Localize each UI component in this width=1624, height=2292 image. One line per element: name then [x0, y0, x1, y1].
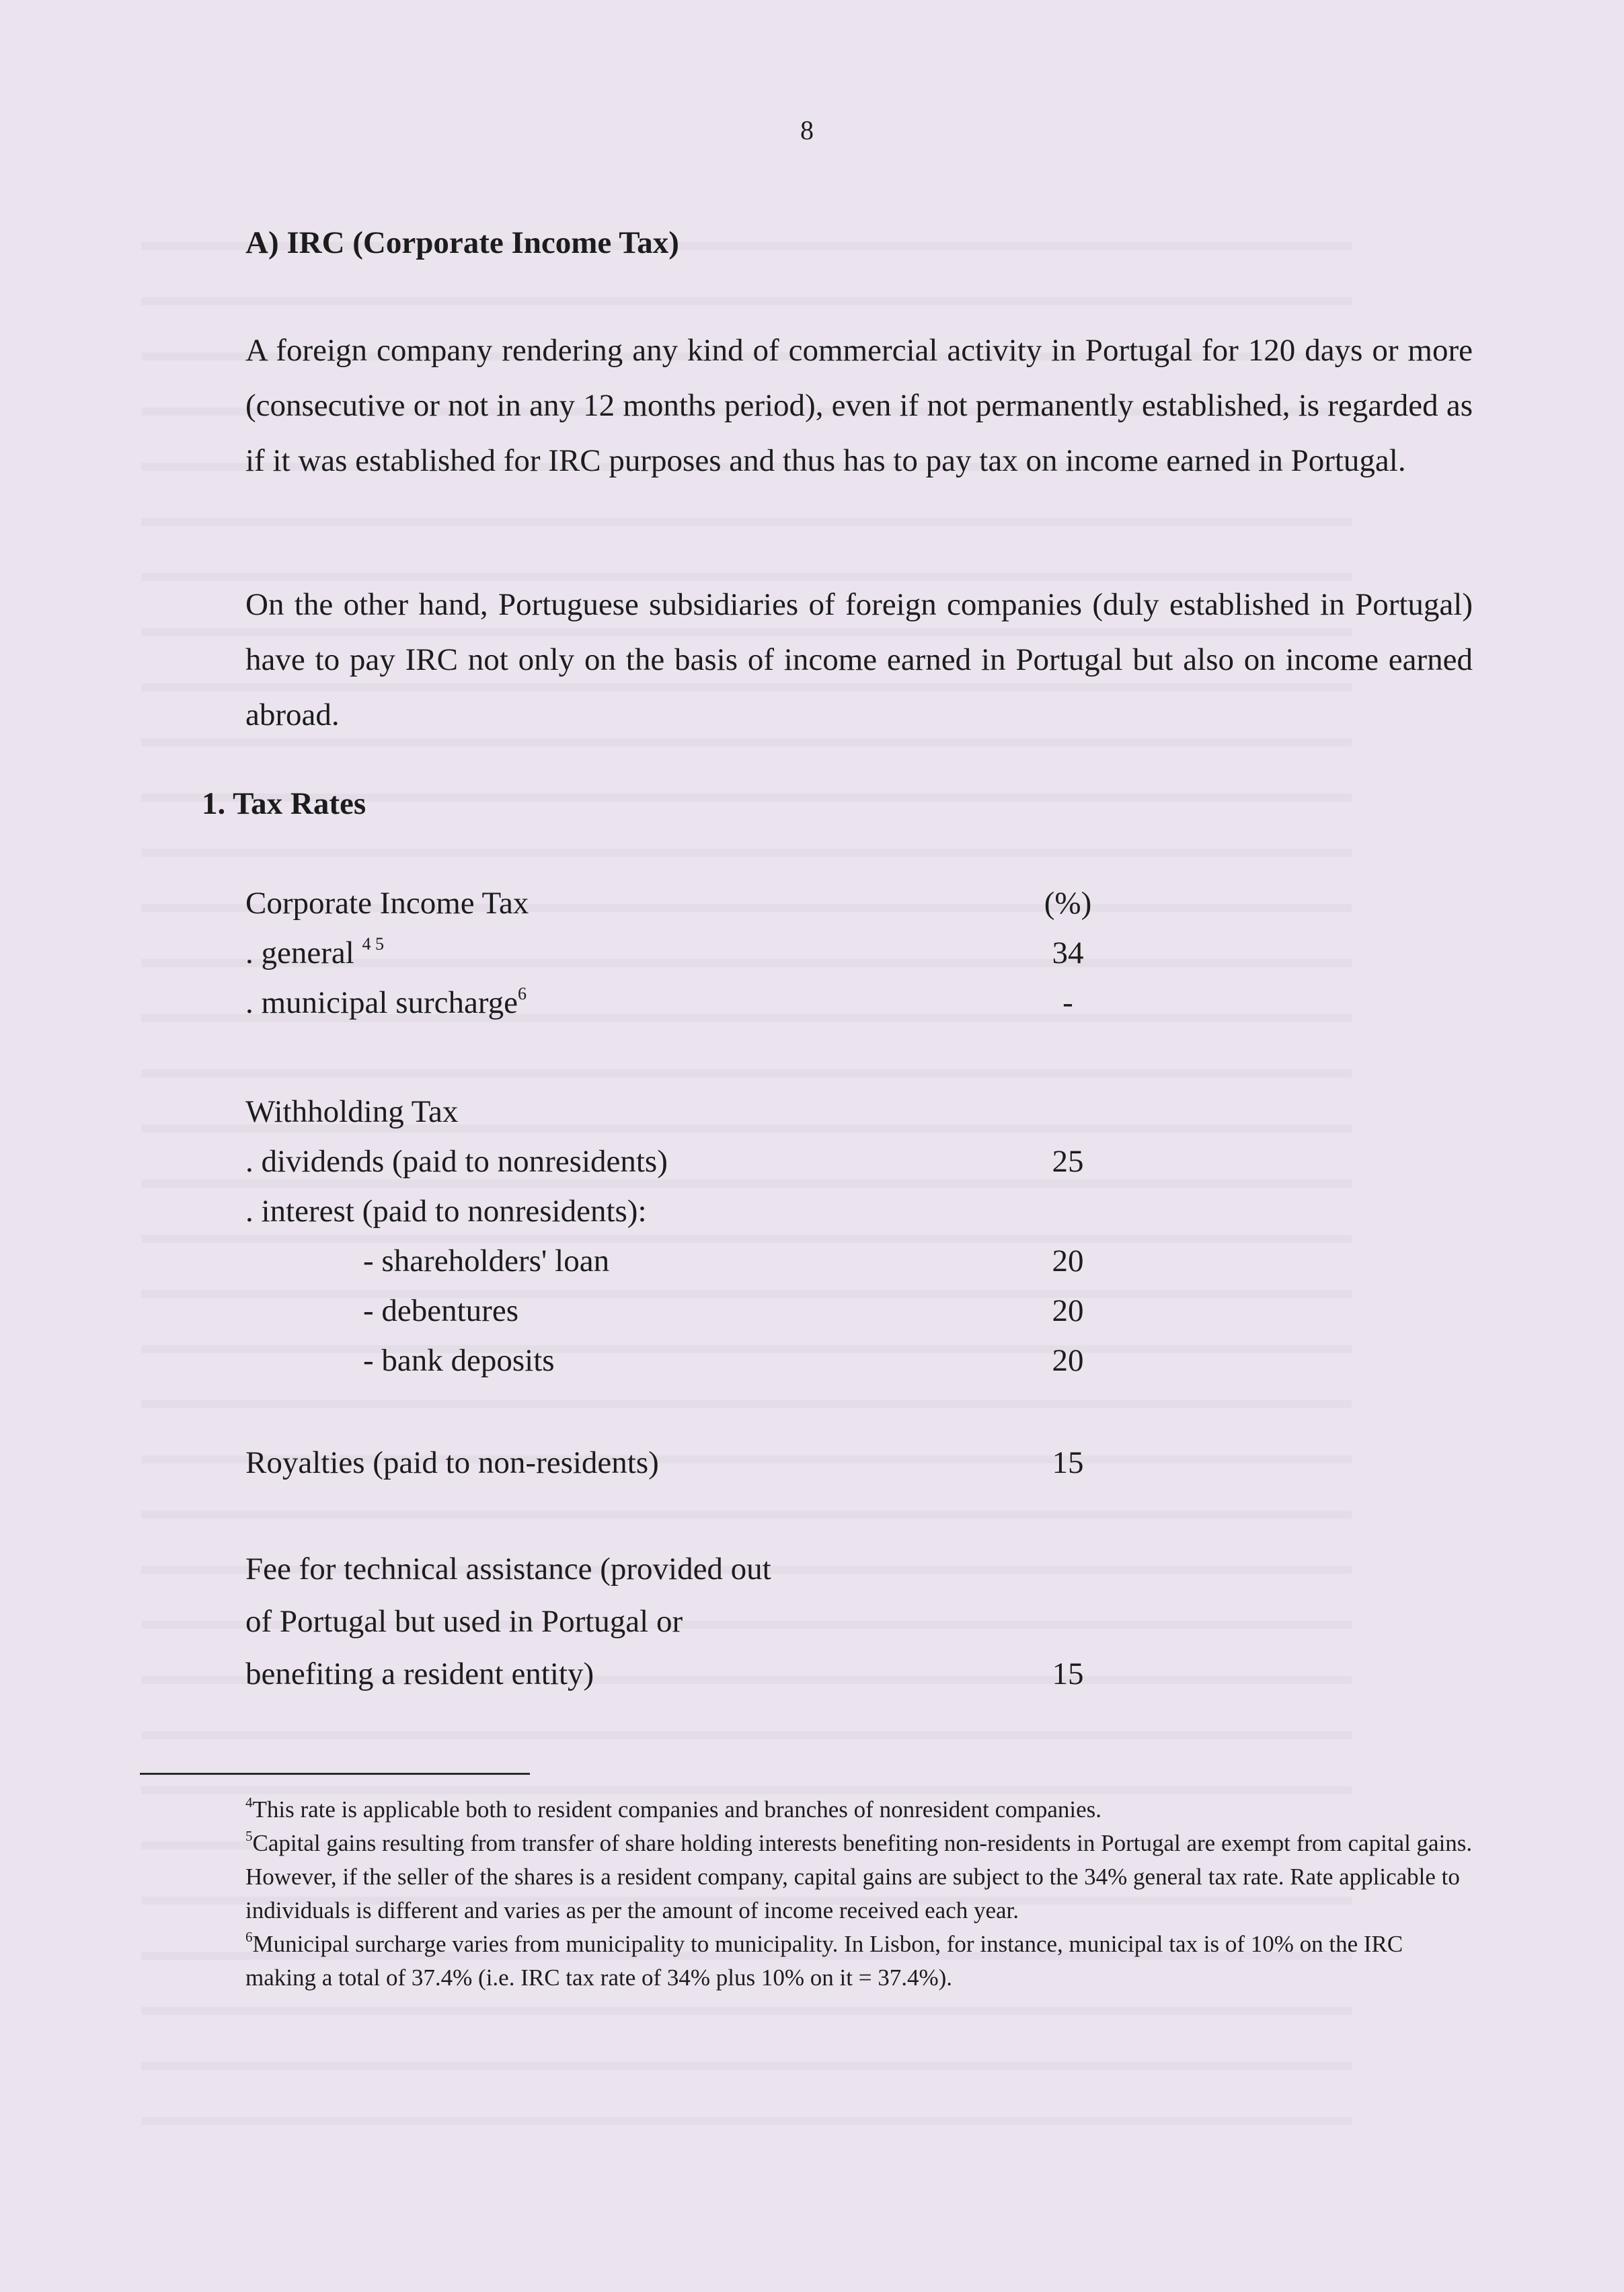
royalties-label: Royalties (paid to non-residents): [245, 1445, 659, 1480]
fee-label-line1: Fee for technical assistance (provided out: [245, 1552, 771, 1587]
table-row: [245, 1193, 1187, 1243]
footnote-text: Municipal surcharge varies from municipality to municipality. In Lisbon, for instance, municipal tax is of 10% on the IRC making a total of 37.4% (i.e. IRC tax rate of 34% plus 10% on it = 37.4%).: [245, 1931, 1403, 1991]
shareholders-loan-label: - shareholders' loan: [363, 1244, 610, 1278]
general-rate-value: 34: [1052, 935, 1084, 970]
table-row: [245, 1445, 1187, 1494]
table-row: [245, 1094, 1187, 1143]
footnote-marker: 6: [245, 1929, 253, 1945]
footnote-ref: 4 5: [362, 934, 385, 954]
footnote-5: [245, 1827, 1476, 1927]
general-label-text: . general: [245, 935, 354, 970]
footnote-ref: 6: [518, 984, 527, 1003]
dividends-value: 25: [1052, 1144, 1084, 1179]
section-heading: A) IRC (Corporate Income Tax): [245, 225, 679, 260]
table-row: [245, 1143, 1187, 1193]
table-row: [245, 1342, 1187, 1392]
municipal-label-text: . municipal surcharge: [245, 985, 518, 1020]
table-row: [245, 1551, 1187, 1601]
interest-label: . interest (paid to nonresidents):: [245, 1194, 647, 1229]
table-row: [245, 935, 1187, 985]
bank-deposits-label: - bank deposits: [363, 1343, 555, 1378]
page-number: 8: [800, 115, 814, 145]
paragraph-foreign-company: A foreign company rendering any kind of commercial activity in Portugal for 120 days or more (consecutive or not in any 12 months period), even if not permanently established, is regarded as if it was established for IRC purposes and thus has to pay tax on income earned in Portugal.: [245, 333, 1473, 478]
table-row: [245, 1603, 1187, 1653]
footnotes: [245, 1793, 1476, 1995]
footnote-text: Capital gains resulting from transfer of share holding interests benefiting non-residents in Portugal are exempt from capital gains. However, if the seller of the shares is a resident company, capital gains are subject to the 34% general tax rate. Rate applicable to individuals is different and varies as per the amount of income received each year.: [245, 1830, 1473, 1923]
corporate-income-tax-label: Corporate Income Tax: [245, 886, 529, 921]
table-row: [245, 1293, 1187, 1342]
debentures-label: - debentures: [363, 1293, 518, 1328]
dividends-label: . dividends (paid to nonresidents): [245, 1144, 668, 1179]
shareholders-loan-value: 20: [1052, 1244, 1084, 1278]
general-rate-label: [245, 935, 384, 971]
table-row: [245, 1243, 1187, 1293]
table-row: [245, 885, 1187, 935]
municipal-surcharge-label: [245, 985, 527, 1021]
footnote-4: [245, 1793, 1476, 1827]
footnote-divider: [140, 1773, 530, 1775]
fee-value: 15: [1052, 1656, 1084, 1691]
paragraph-subsidiaries: On the other hand, Portuguese subsidiaries of foreign companies (duly established in Portugal) have to pay IRC not only on the basis of income earned in Portugal but also on income earned abroad.: [245, 587, 1473, 732]
royalties-value: 15: [1052, 1445, 1084, 1480]
table-row: [245, 1656, 1187, 1706]
table-row: [245, 985, 1187, 1034]
fee-label-line2: of Portugal but used in Portugal or: [245, 1604, 683, 1639]
unit-header: (%): [1044, 886, 1092, 921]
footnote-6: [245, 1927, 1476, 1995]
footnote-marker: 5: [245, 1828, 253, 1844]
municipal-surcharge-value: -: [1062, 985, 1073, 1020]
tax-rates-title: 1. Tax Rates: [202, 786, 366, 821]
bank-deposits-value: 20: [1052, 1343, 1084, 1378]
fee-label-line3: benefiting a resident entity): [245, 1656, 594, 1691]
withholding-tax-label: Withholding Tax: [245, 1094, 459, 1129]
footnote-marker: 4: [245, 1794, 253, 1810]
footnote-text: This rate is applicable both to resident companies and branches of nonresident companies.: [252, 1796, 1102, 1823]
debentures-value: 20: [1052, 1293, 1084, 1328]
